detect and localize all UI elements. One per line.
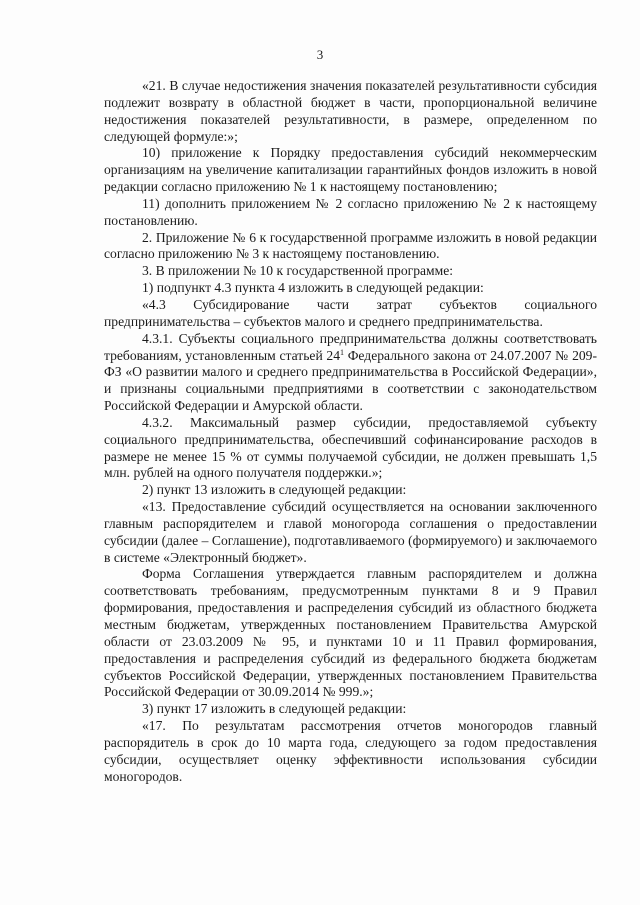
document-body bbox=[104, 78, 597, 785]
paragraph-4-3-1-text-after: Федерального закона от 24.07.2007 № 209-ФЗ «О развитии малого и среднего предпринимательства в Российской Федерации», и признаны социальными предприятиями в соответствии с законодательством Российской Федерации и Амурской области. bbox=[104, 347, 597, 414]
paragraph-4-3-1-text-before: 4.3.1. Субъекты социального предпринимательства должны соответствовать требованиям, установленным статьей 24 bbox=[104, 330, 597, 363]
page-number: 3 bbox=[316, 47, 324, 62]
paragraph-17: «17. По результатам рассмотрения отчетов моногородов главный распорядитель в срок до 10 марта года, следующего за годом предоставления субсидии, осуществляет оценку эффективности использования субсидии моногородов. bbox=[104, 718, 597, 784]
paragraph-21-refund: «21. В случае недостижения значения показателей результативности субсидия подлежит возврату в областной бюджет в части, пропорциональной величине недостижения показателей результативности, в размере, определенном по следующей формуле:»; bbox=[104, 78, 597, 144]
paragraph-13: «13. Предоставление субсидий осуществляется на основании заключенного главным распорядителем и главой моногорода соглашения о предоставлении субсидии (далее – Соглашение), подготавливаемого (формируемого) и заключаемого в системе «Электронный бюджет». bbox=[104, 499, 597, 565]
paragraph-agreement-form: Форма Соглашения утверждается главным распорядителем и должна соответствовать требованиям, предусмотренным пунктами 8 и 9 Правил формирования, предоставления и распределения субсидий из областного бюджета местным бюджетам, утвержденных постановлением Правительства Амурской области от 23.03.2009 № 95, и пунктами 10 и 11 Правил формирования, предоставления и распределения субсидий из федерального бюджета бюджетам субъектов Российской Федерации, утвержденных постановлением Правительства Российской Федерации от 30.09.2014 № 999.»; bbox=[104, 566, 597, 700]
paragraph-4-3: «4.3 Субсидирование части затрат субъектов социального предпринимательства – субъектов малого и среднего предпринимательства. bbox=[104, 296, 597, 329]
paragraph-subitem-2: 2) пункт 13 изложить в следующей редакции: bbox=[142, 482, 407, 498]
paragraph-section-2: 2. Приложение № 6 к государственной программе изложить в новой редакции согласно приложению № 3 к настоящему постановлению. bbox=[104, 229, 597, 262]
paragraph-subitem-1: 1) подпункт 4.3 пункта 4 изложить в следующей редакции: bbox=[142, 280, 484, 296]
paragraph-4-3-2: 4.3.2. Максимальный размер субсидии, предоставляемой субъекту социального предпринимательства, обеспечивший софинансирование расходов в размере не менее 15 % от суммы получаемой субсидии, не должен превышать 1,5 млн. рублей на одного получателя поддержки.»; bbox=[104, 414, 597, 481]
article-superscript: 1 bbox=[340, 347, 345, 357]
paragraph-4-3-1 bbox=[104, 331, 597, 415]
paragraph-subitem-3: 3) пункт 17 изложить в следующей редакции: bbox=[142, 701, 407, 717]
paragraph-item-10: 10) приложение к Порядку предоставления субсидий некоммерческим организациям на увеличение капитализации гарантийных фондов изложить в новой редакции согласно приложению № 1 к настоящему постановлению; bbox=[104, 145, 597, 195]
paragraph-item-11: 11) дополнить приложением № 2 согласно приложению № 2 к настоящему постановлению. bbox=[104, 195, 597, 228]
paragraph-section-3: 3. В приложении № 10 к государственной программе: bbox=[142, 263, 454, 279]
